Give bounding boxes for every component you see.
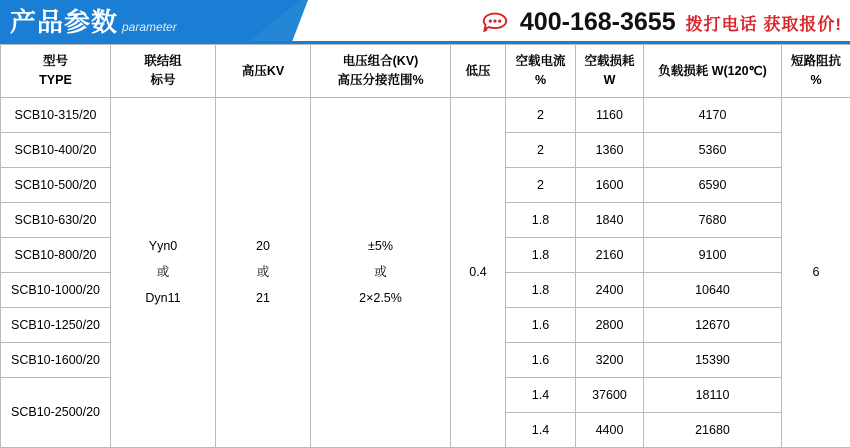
cell-load-loss: 9100 [644, 238, 782, 273]
table-header-row [1, 45, 850, 98]
call-to-action-text: 拨打电话 获取报价! [686, 10, 842, 35]
cell-high-voltage [216, 98, 311, 448]
specification-table [0, 44, 850, 448]
cell-no-load-loss: 4400 [576, 413, 644, 448]
table-row [1, 98, 850, 133]
cell-type: SCB10-400/20 [1, 133, 111, 168]
cell-no-load-current: 2 [506, 133, 576, 168]
cell-type: SCB10-1600/20 [1, 343, 111, 378]
col-connection-group-line1: 联结组 [112, 52, 214, 71]
connection-group-option-2: Dyn11 [112, 289, 214, 308]
contact-block [480, 0, 842, 44]
cell-no-load-loss: 2160 [576, 238, 644, 273]
cell-load-loss: 15390 [644, 343, 782, 378]
col-low-voltage-line1: 低压 [452, 62, 504, 81]
col-high-voltage [216, 45, 311, 98]
cell-no-load-loss: 1160 [576, 98, 644, 133]
connection-group-option-or: 或 [112, 256, 214, 289]
cell-type: SCB10-800/20 [1, 238, 111, 273]
cell-low-voltage: 0.4 [451, 98, 506, 448]
cell-no-load-loss: 3200 [576, 343, 644, 378]
col-low-voltage [451, 45, 506, 98]
page-header [0, 0, 850, 44]
voltage-combination-option-or: 或 [312, 256, 449, 289]
cell-no-load-current: 2 [506, 168, 576, 203]
cell-no-load-loss: 2400 [576, 273, 644, 308]
cell-no-load-current: 1.4 [506, 413, 576, 448]
spec-table-wrapper [0, 44, 850, 448]
col-type [1, 45, 111, 98]
page-title: 产品参数 [10, 6, 118, 38]
high-voltage-option-or: 或 [217, 256, 309, 289]
phone-number: 400-168-3655 [520, 8, 676, 37]
high-voltage-option-2: 21 [217, 289, 309, 308]
col-high-voltage-line1: 高压KV [217, 62, 309, 81]
cell-impedance: 6 [782, 98, 850, 448]
col-impedance-line2: % [783, 71, 849, 90]
cell-no-load-current: 1.8 [506, 273, 576, 308]
col-voltage-combination [311, 45, 451, 98]
cell-no-load-loss: 1360 [576, 133, 644, 168]
high-voltage-option-1: 20 [217, 237, 309, 256]
connection-group-option-1: Yyn0 [112, 237, 214, 256]
col-connection-group-line2: 标号 [112, 71, 214, 90]
cell-type: SCB10-500/20 [1, 168, 111, 203]
cell-no-load-current: 1.6 [506, 308, 576, 343]
col-voltage-combination-line2: 高压分接范围% [312, 71, 449, 90]
cell-load-loss: 12670 [644, 308, 782, 343]
telephone-icon [480, 7, 510, 37]
cell-load-loss: 18110 [644, 378, 782, 413]
col-load-loss [644, 45, 782, 98]
col-no-load-loss [576, 45, 644, 98]
cell-load-loss: 7680 [644, 203, 782, 238]
cell-type: SCB10-315/20 [1, 98, 111, 133]
cell-load-loss: 21680 [644, 413, 782, 448]
cell-no-load-loss: 1600 [576, 168, 644, 203]
cell-no-load-loss: 37600 [576, 378, 644, 413]
page-subtitle: parameter [122, 20, 177, 34]
col-voltage-combination-line1: 电压组合(KV) [312, 52, 449, 71]
cell-no-load-current: 2 [506, 98, 576, 133]
cell-no-load-current: 1.8 [506, 238, 576, 273]
col-type-line1: 型号 [2, 52, 109, 71]
col-no-load-loss-line2: W [577, 71, 642, 90]
cell-no-load-current: 1.6 [506, 343, 576, 378]
col-impedance [782, 45, 850, 98]
cell-load-loss: 5360 [644, 133, 782, 168]
cell-no-load-loss: 2800 [576, 308, 644, 343]
col-no-load-loss-line1: 空载损耗 [577, 52, 642, 71]
col-impedance-line1: 短路阻抗 [783, 52, 849, 71]
voltage-combination-option-2: 2×2.5% [312, 289, 449, 308]
cell-no-load-loss: 1840 [576, 203, 644, 238]
cell-no-load-current: 1.8 [506, 203, 576, 238]
cell-type: SCB10-630/20 [1, 203, 111, 238]
header-divider [0, 41, 850, 44]
col-type-line2: TYPE [2, 71, 109, 90]
cell-no-load-current: 1.4 [506, 378, 576, 413]
header-banner-accent-shape [248, 0, 308, 44]
cell-load-loss: 4170 [644, 98, 782, 133]
cell-type: SCB10-1250/20 [1, 308, 111, 343]
cell-load-loss: 10640 [644, 273, 782, 308]
col-no-load-current-line2: % [507, 71, 574, 90]
col-load-loss-line1: 负载损耗 W(120℃) [645, 62, 780, 81]
col-no-load-current [506, 45, 576, 98]
col-no-load-current-line1: 空载电流 [507, 52, 574, 71]
col-connection-group [111, 45, 216, 98]
cell-load-loss: 6590 [644, 168, 782, 203]
cell-type: SCB10-2500/20 [1, 378, 111, 448]
voltage-combination-option-1: ±5% [312, 237, 449, 256]
cell-voltage-combination [311, 98, 451, 448]
cell-connection-group [111, 98, 216, 448]
cell-type: SCB10-1000/20 [1, 273, 111, 308]
